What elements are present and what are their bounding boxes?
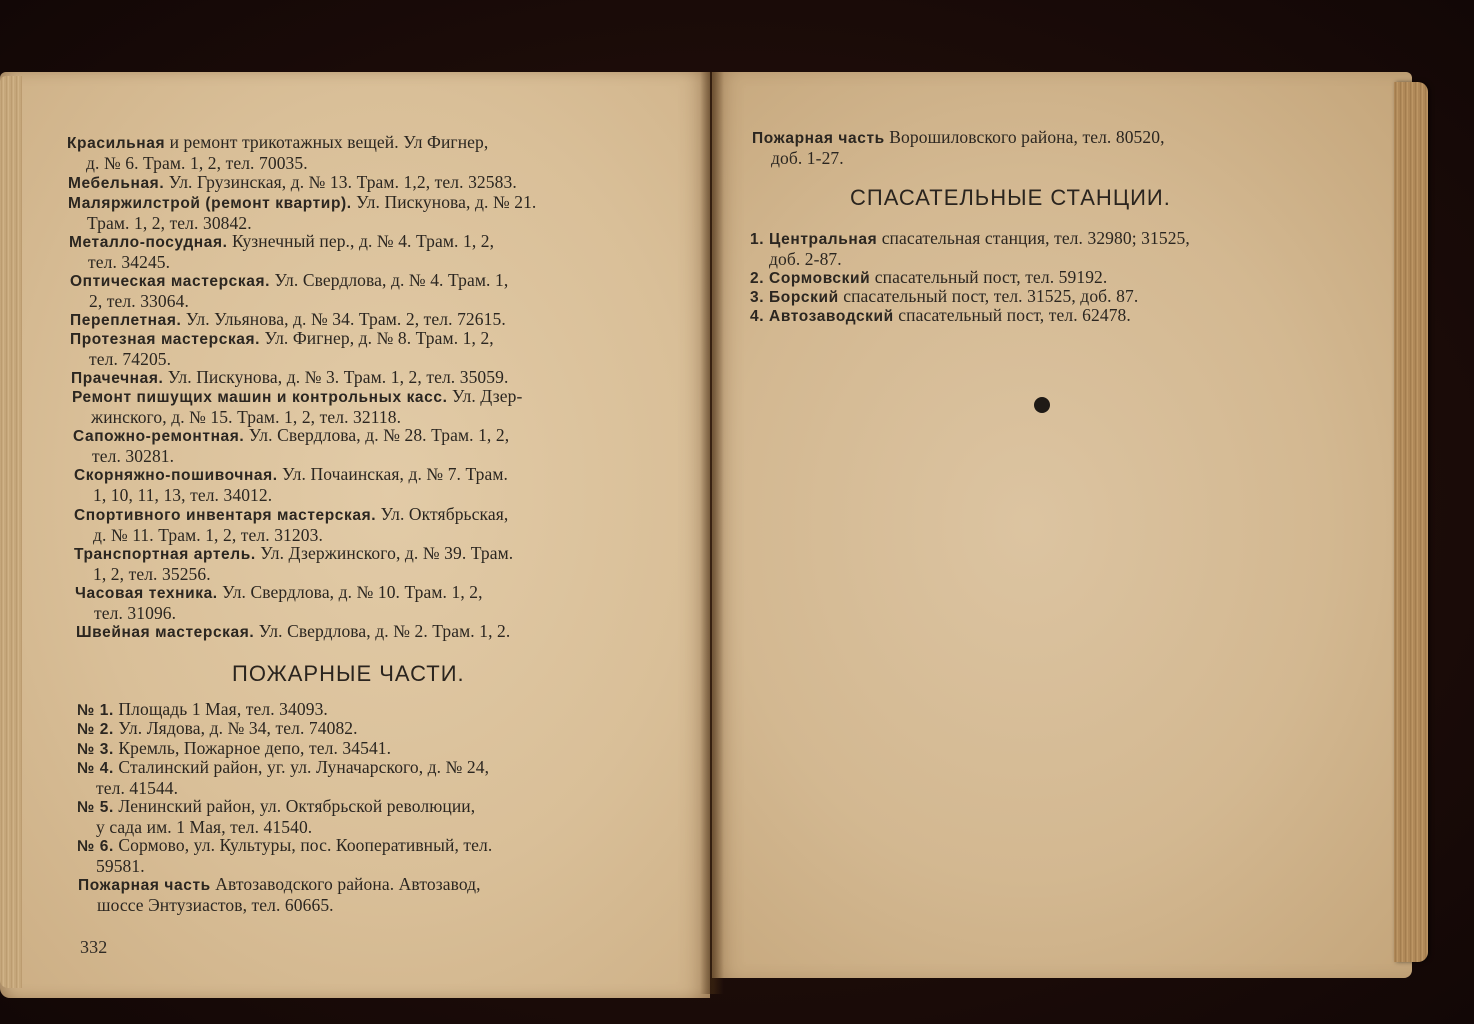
entry-text: Ул. Грузинская, д. № 13. Трам. 1,2, тел. 32583. (164, 172, 517, 192)
entry-text: Ул. Дзержинского, д. № 39. Трам. (255, 543, 514, 563)
entry-continuation: шоссе Энтузиастов, тел. 60665. (97, 894, 334, 915)
entry-continuation: 2, тел. 33064. (89, 290, 189, 311)
entry-text: Ул. Пискунова, д. № 3. Трам. 1, 2, тел. 35059. (163, 367, 509, 387)
entry-text: Сталинский район, уг. ул. Луначарского, д. № 24, (113, 757, 490, 777)
entry-lead: Оптическая мастерская. (70, 273, 271, 290)
entry-text: Кузнечный пер., д. № 4. Трам. 1, 2, (227, 231, 495, 251)
list-item (750, 229, 1190, 269)
entry-text: спасательный пост, тел. 59192. (870, 267, 1108, 287)
entry-lead: Швейная мастерская. (76, 624, 255, 641)
entry-lead: Спортивного инвентаря мастерская. (74, 507, 377, 524)
entry-lead: Часовая техника. (75, 585, 218, 602)
list-item (68, 173, 517, 194)
entry-continuation: д. № 11. Трам. 1, 2, тел. 31203. (93, 524, 323, 545)
entry-lead: Пожарная часть (78, 877, 211, 894)
entry-lead: Транспортная артель. (74, 546, 256, 563)
entry-text: Ул. Свердлова, д. № 10. Трам. 1, 2, (217, 582, 483, 602)
list-item (73, 426, 509, 466)
entry-text: Ул. Ульянова, д. № 34. Трам. 2, тел. 72615. (181, 309, 506, 329)
list-item (74, 544, 513, 584)
list-item (68, 193, 536, 233)
list-item (71, 368, 508, 389)
list-item (78, 875, 481, 915)
entry-lead: 3. Борский (750, 289, 839, 306)
right-page-stack-edge (1394, 82, 1428, 962)
entry-lead: Ремонт пишущих машин и контрольных касс. (72, 389, 448, 406)
entry-continuation: тел. 41544. (96, 777, 179, 798)
list-item (69, 232, 494, 272)
entry-lead: № 6. (77, 838, 114, 855)
entry-text: спасательный пост, тел. 62478. (893, 305, 1131, 325)
list-item (67, 133, 488, 173)
section-heading-fire: ПОЖАРНЫЕ ЧАСТИ. (232, 661, 465, 686)
entry-text: Ул. Октябрьская, (376, 504, 509, 524)
entry-lead: Пожарная часть (752, 130, 885, 147)
entry-lead: Металло-посудная. (69, 234, 228, 251)
list-item (76, 622, 510, 643)
entry-text: Ул. Почаинская, д. № 7. Трам. (277, 464, 508, 484)
entry-lead: № 3. (77, 741, 114, 758)
entry-text: и ремонт трикотажных вещей. Ул Фигнер, (165, 132, 489, 152)
section-heading-rescue: СПАСАТЕЛЬНЫЕ СТАНЦИИ. (850, 185, 1171, 210)
entry-text: Площадь 1 Мая, тел. 34093. (113, 699, 328, 719)
entry-lead: Прачечная. (71, 370, 164, 387)
entry-lead: Переплетная. (70, 312, 182, 329)
entry-text: Ворошиловского района, тел. 80520, (884, 127, 1165, 147)
entry-text: спасательная станция, тел. 32980; 31525, (877, 228, 1190, 248)
entry-continuation: доб. 1-27. (771, 147, 844, 168)
entry-text: Автозаводского района. Автозавод, (210, 874, 481, 894)
entry-lead: № 2. (77, 721, 114, 738)
entry-continuation: у сада им. 1 Мая, тел. 41540. (96, 816, 313, 837)
entry-lead: № 5. (77, 799, 114, 816)
entry-text: спасательный пост, тел. 31525, доб. 87. (838, 286, 1139, 306)
entry-continuation: 1, 2, тел. 35256. (93, 563, 211, 584)
entry-text: Ул. Дзер- (447, 386, 523, 406)
entry-lead: Красильная (67, 135, 166, 152)
entry-continuation: Трам. 1, 2, тел. 30842. (87, 212, 252, 233)
list-item (75, 583, 483, 623)
entry-continuation: д. № 6. Трам. 1, 2, тел. 70035. (86, 152, 308, 173)
entry-lead: Сапожно-ремонтная. (73, 428, 245, 445)
entry-continuation: 1, 10, 11, 13, тел. 34012. (93, 484, 273, 505)
entry-lead: 4. Автозаводский (750, 308, 894, 325)
entry-text: Ул. Лядова, д. № 34, тел. 74082. (113, 718, 358, 738)
entry-continuation: 59581. (96, 855, 145, 876)
list-item (70, 329, 494, 369)
entry-text: Сормово, ул. Культуры, пос. Кооперативный, тел. (113, 835, 493, 855)
list-item (77, 797, 475, 837)
entry-continuation: тел. 30281. (92, 445, 175, 466)
list-item (752, 128, 1165, 168)
list-item (77, 719, 358, 740)
entry-continuation: доб. 2-87. (769, 248, 842, 269)
entry-lead: 1. Центральная (750, 231, 878, 248)
entry-text: Кремль, Пожарное депо, тел. 34541. (113, 738, 392, 758)
entry-text: Ул. Свердлова, д. № 28. Трам. 1, 2, (244, 425, 510, 445)
entry-lead: Протезная мастерская. (70, 331, 261, 348)
entry-continuation: жинского, д. № 15. Трам. 1, 2, тел. 32118. (91, 406, 402, 427)
list-item (74, 505, 508, 545)
list-item (77, 758, 489, 798)
entry-text: Ленинский район, ул. Октябрьской революции, (113, 796, 476, 816)
entry-continuation: тел. 31096. (94, 602, 177, 623)
entry-text: Ул. Свердлова, д. № 4. Трам. 1, (270, 270, 509, 290)
entry-text: Ул. Свердлова, д. № 2. Трам. 1, 2. (254, 621, 511, 641)
entry-lead: 2. Сормовский (750, 270, 871, 287)
entry-continuation: тел. 74205. (89, 348, 172, 369)
list-item (72, 387, 522, 427)
list-item (750, 306, 1131, 327)
entry-lead: Мебельная. (68, 175, 165, 192)
ink-dot (1034, 397, 1050, 413)
entry-lead: № 1. (77, 702, 114, 719)
entry-lead: Маляржилстрой (ремонт квартир). (68, 195, 352, 212)
entry-continuation: тел. 34245. (88, 251, 171, 272)
page-number: 332 (80, 937, 108, 957)
list-item (77, 836, 492, 876)
list-item (74, 465, 508, 505)
entry-text: Ул. Пискунова, д. № 21. (351, 192, 537, 212)
book-gutter (700, 72, 724, 994)
entry-lead: № 4. (77, 760, 114, 777)
list-item (70, 271, 508, 311)
entry-text: Ул. Фигнер, д. № 8. Трам. 1, 2, (260, 328, 494, 348)
entry-lead: Скорняжно-пошивочная. (74, 467, 278, 484)
